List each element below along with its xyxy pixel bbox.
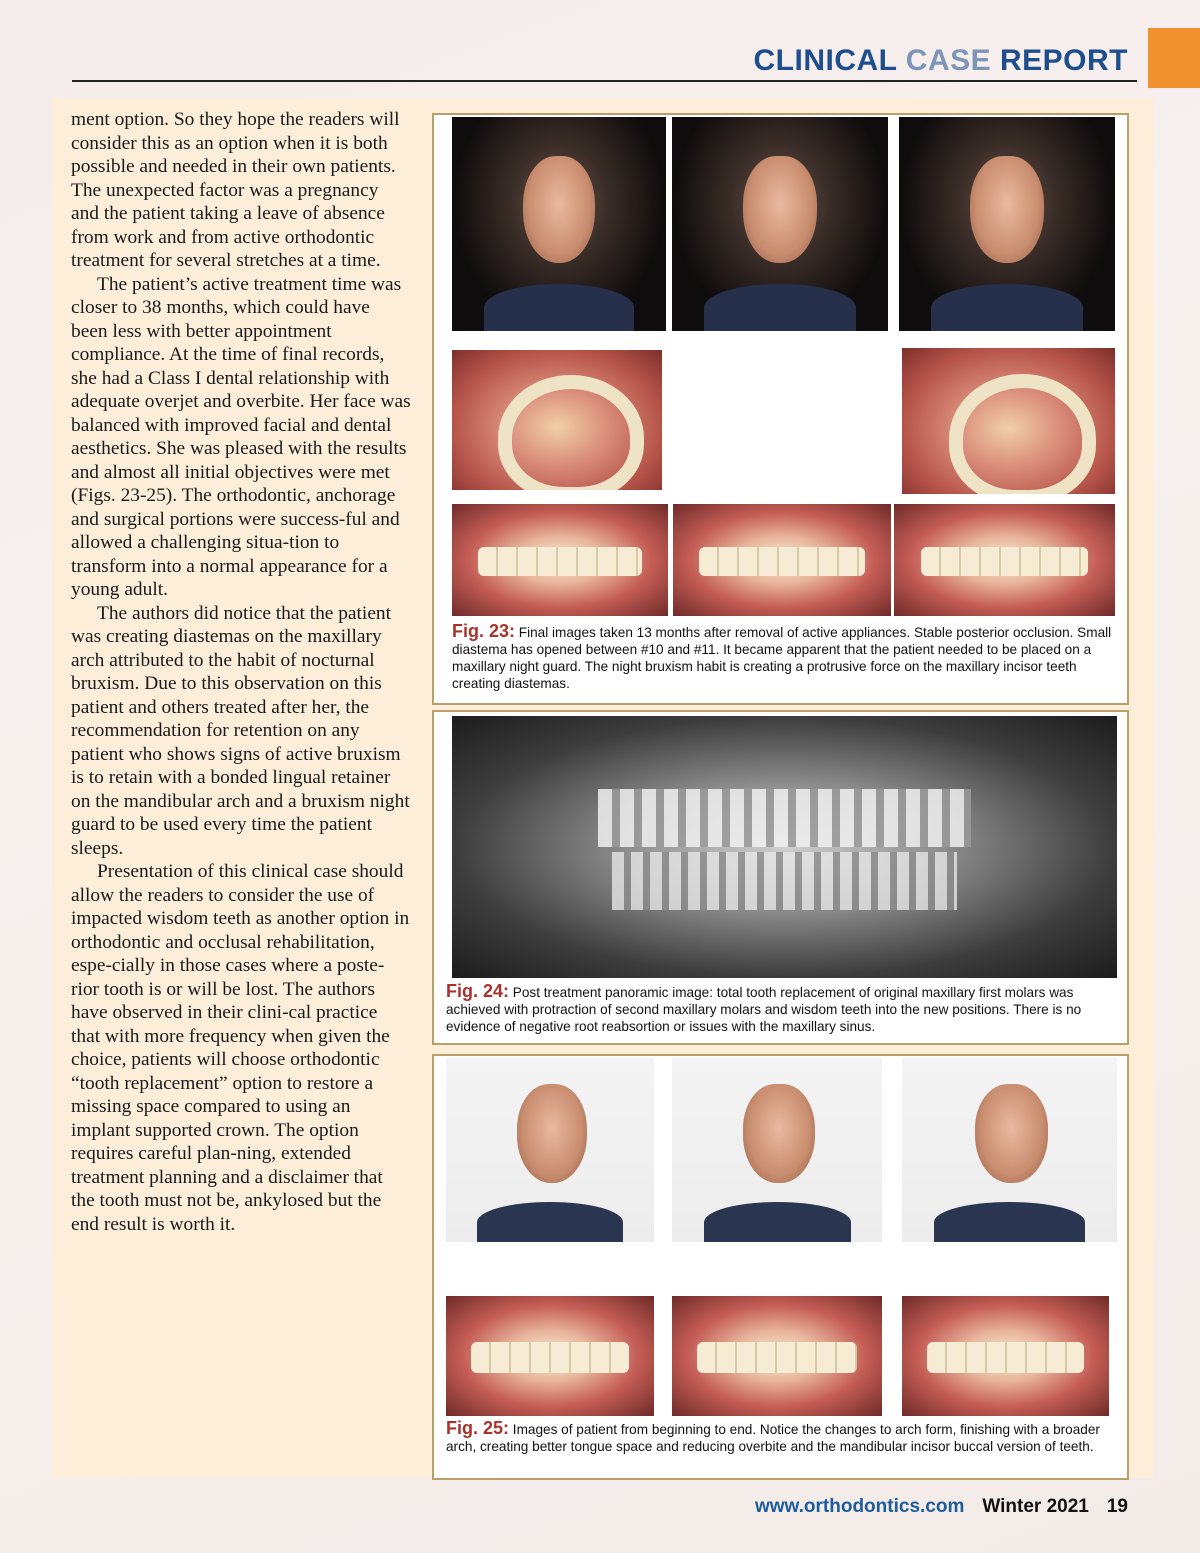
title-word-report: REPORT: [991, 44, 1128, 77]
paragraph-2: The patient’s active treatment time was closer to 38 months, which could have been less with better appointment compliance. At the time of final records, she had a Class I dental relationship with adequate overjet and overbite. Her face was balanced with improved facial and dental aesthetics. She was pleased with the results and almost all initial objectives were met (Figs. 23-25). The orthodontic, anchorage and surgical portions were success-ful and allowed a challenging situa-tion to transform into a normal appearance for a young adult.: [71, 273, 411, 600]
header-divider: [72, 80, 1137, 82]
after-teeth-photo: [902, 1296, 1109, 1416]
right-buccal-photo: [452, 504, 668, 616]
figure-23-text: Final images taken 13 months after removal of active appliances. Stable posterior occlusion. Small diastema has opened between #10 and #11. It became apparent that the patient needed to be placed on a maxillary night guard. The night bruxism habit is creating a protrusive force on the maxillary incisor teeth creating diastemas.: [452, 625, 1112, 691]
panoramic-xray: [452, 716, 1117, 978]
lower-occlusal-photo: [902, 348, 1115, 494]
after-smile-photo: [902, 1058, 1117, 1242]
paragraph-1: ment option. So they hope the readers will consider this as an option when it is both possible and needed in their own patients. The unexpected factor was a pregnancy and the patient taking a leave of absence from work and from active orthodontic treatment for several stretches at a time.: [71, 109, 400, 271]
smile-photo: [899, 117, 1115, 331]
frontal-photo: [672, 117, 888, 331]
profile-photo: [452, 117, 666, 331]
figure-23-label: Fig. 23:: [452, 621, 516, 641]
before-teeth-photo: [446, 1296, 654, 1416]
figure-24-caption: [446, 983, 1121, 1035]
footer-url[interactable]: www.orthodontics.com: [755, 1496, 965, 1517]
during-teeth-photo: [672, 1296, 882, 1416]
page-number: 19: [1106, 1496, 1128, 1517]
paragraph-4: Presentation of this clinical case should allow the readers to consider the use of impacted wisdom teeth as another option in orthodontic and occlusal rehabilitation, espe-cially in those cases where a poste-rior tooth is or will be lost. The authors have observed in their clini-cal practice that with more frequency when given the choice, patients will choose orthodontic “tooth replacement” option to restore a missing space compared to using an implant supported crown. The option requires careful plan-ning, extended treatment planning and a disclaimer that the tooth must not be, ankylosed but the end result is worth it.: [71, 861, 410, 1235]
paragraph-3: The authors did notice that the patient was creating diastemas on the maxillary arch attributed to the habit of nocturnal bruxism. Due to this observation on this patient and others treated after her, the recommendation for retention on any patient who shows signs of active bruxism is to retain with a bonded lingual retainer on the mandibular arch and a bruxism night guard to be used every time the patient sleeps.: [71, 602, 410, 859]
before-smile-photo: [446, 1058, 654, 1242]
figure-24-text: Post treatment panoramic image: total tooth replacement of original maxillary first molars was achieved with protraction of second maxillary molars and wisdom teeth into the new positions. There is no evidence of negative root reabsortion or issues with the maxillary sinus.: [446, 985, 1082, 1034]
upper-occlusal-photo: [452, 350, 662, 490]
figure-24-label: Fig. 24:: [446, 981, 510, 1001]
figure-25: [432, 1054, 1129, 1480]
figure-25-text: Images of patient from beginning to end. Notice the changes to arch form, finishing with a broader arch, creating better tongue space and reducing overbite and the mandibular incisor buccal version of teeth.: [446, 1422, 1100, 1454]
figure-23: [432, 113, 1129, 705]
figure-25-caption: [446, 1420, 1121, 1455]
left-buccal-photo: [894, 504, 1115, 616]
title-word-case: CASE: [905, 44, 992, 77]
section-tab-marker: [1148, 28, 1200, 88]
during-smile-photo: [672, 1058, 882, 1242]
footer-issue: Winter 2021: [982, 1496, 1089, 1517]
figure-24: [432, 710, 1129, 1045]
article-column: [71, 108, 411, 1236]
title-word-clinical: CLINICAL: [753, 44, 906, 77]
section-title: [754, 44, 1129, 78]
page-footer: [755, 1496, 1128, 1518]
figure-25-label: Fig. 25:: [446, 1418, 510, 1438]
figure-23-caption: [452, 623, 1117, 692]
anterior-photo: [673, 504, 891, 616]
